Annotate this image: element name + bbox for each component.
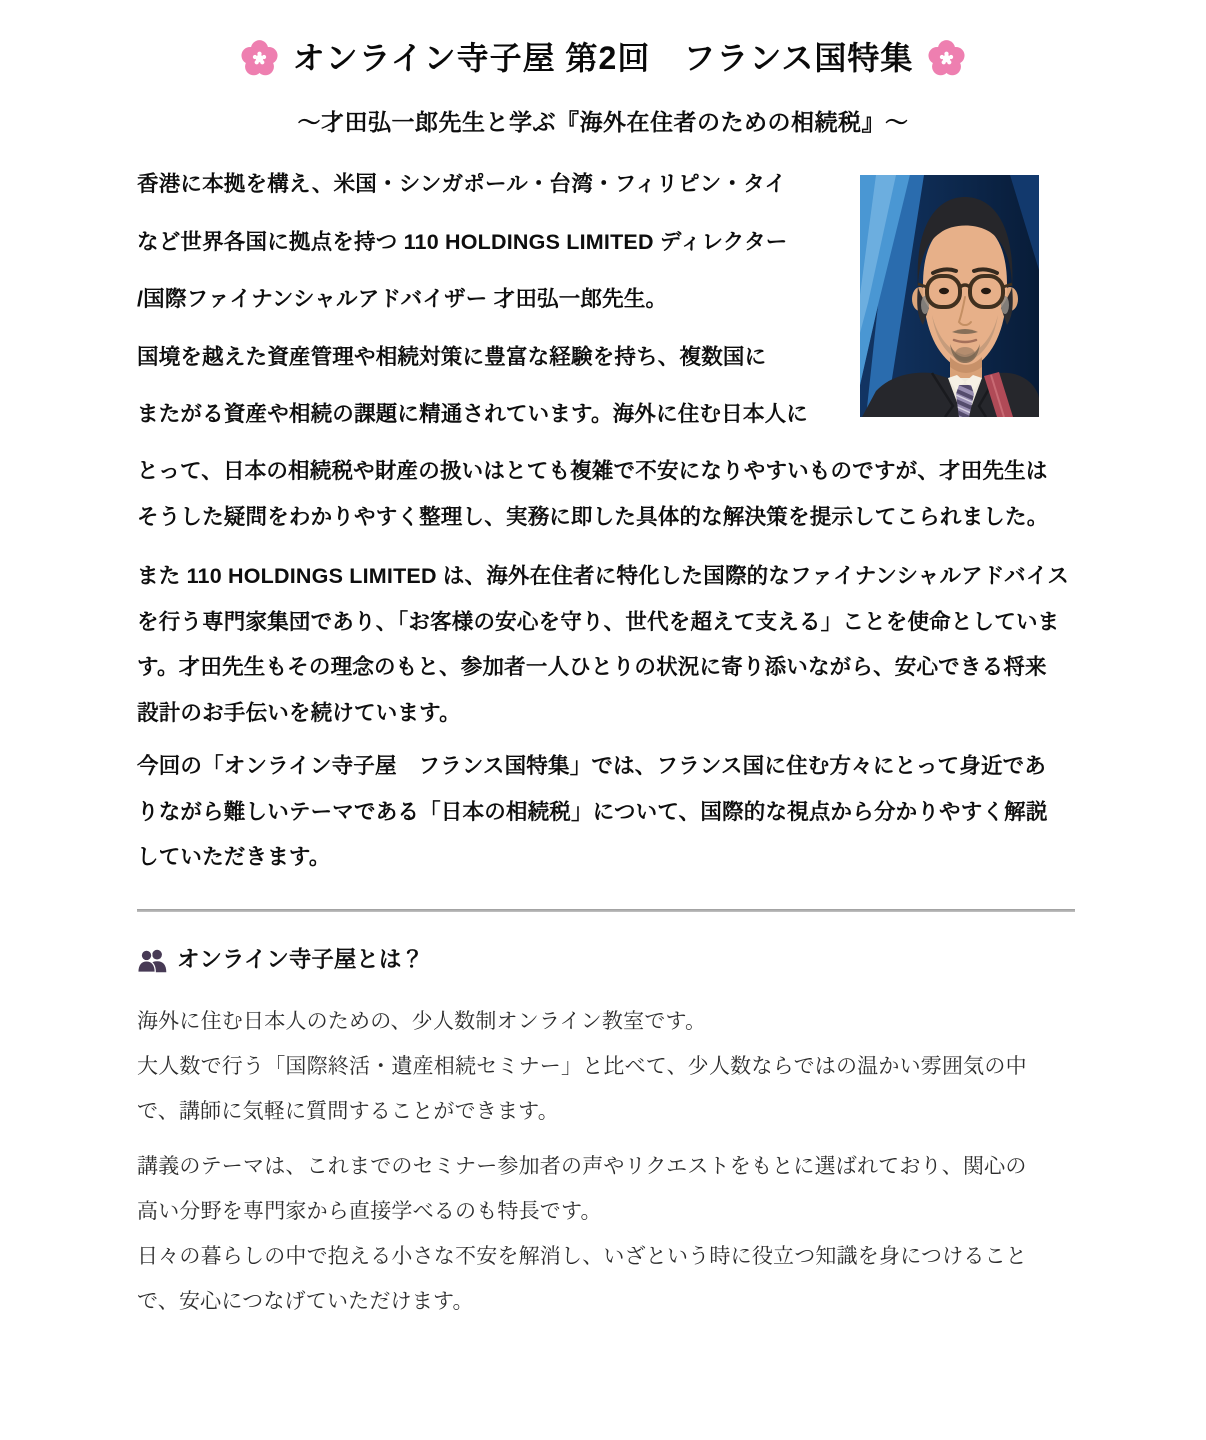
text-line: 今回の「オンライン寺子屋 フランス国特集」では、フランス国に住む方々にとって身近であ — [137, 754, 1047, 778]
text-line: 日々の暮らしの中で抱える小さな不安を解消し、いざという時に役立つ知識を身につけること — [137, 1245, 1027, 1268]
section-paragraph-1 — [137, 999, 1077, 1134]
text-line: 国境を越えた資産管理や相続対策に豊富な経験を持ち、複数国に — [137, 344, 767, 369]
intro-paragraph-wrap — [137, 156, 1077, 444]
section-heading-row — [137, 944, 424, 976]
text-line: していただきます。 — [137, 845, 331, 869]
text-line: す。才田先生もその理念のもと、参加者一人ひとりの状況に寄り添いながら、安心できる将来 — [137, 655, 1047, 679]
text-line: またがる資産や相続の課題に精通されています。海外に住む日本人に — [137, 402, 808, 426]
section-divider — [137, 909, 1075, 912]
page-title: オンライン寺子屋 第2回 フランス国特集 — [292, 40, 914, 76]
sakura-flower-icon — [241, 40, 278, 77]
page-title-row — [0, 32, 1206, 84]
text-line: とって、日本の相続税や財産の扱いはとても複雑で不安になりやすいものですが、才田先生は — [137, 459, 1048, 483]
text-line: で、安心につなげていただけます。 — [137, 1290, 474, 1313]
event-paragraph — [137, 744, 1077, 881]
text-line: など世界各国に拠点を持つ 110 HOLDINGS LIMITED ディレクター — [137, 229, 788, 254]
text-line: 香港に本拠を構え、米国・シンガポール・台湾・フィリピン・タイ — [137, 172, 787, 196]
text-line: りながら難しいテーマである「日本の相続税」について、国際的な視点から分かりやすく解説 — [137, 799, 1048, 824]
mission-paragraph — [137, 554, 1077, 736]
sakura-flower-icon — [928, 40, 965, 77]
text-line: 大人数で行う「国際終活・遺産相続セミナー」と比べて、少人数ならではの温かい雰囲気の中 — [137, 1055, 1027, 1078]
text-line: また 110 HOLDINGS LIMITED は、海外在住者に特化した国際的なファイナンシャルアドバイス — [137, 564, 1070, 588]
section-paragraph-2 — [137, 1144, 1077, 1324]
text-line: 海外に住む日本人のための、少人数制オンライン教室です。 — [137, 1010, 707, 1033]
text-line: で、講師に気軽に質問することができます。 — [137, 1100, 559, 1123]
text-line: を行う専門家集団であり、「お客様の安心を守り、世代を超えて支える」ことを使命としていま — [137, 609, 1060, 634]
text-line: 講義のテーマは、これまでのセミナー参加者の声やリクエストをもとに選ばれており、関心の — [137, 1155, 1027, 1178]
page-subtitle: ～才田弘一郎先生と学ぶ『海外在住者のための相続税』～ — [297, 109, 909, 135]
text-line: 設計のお手伝いを続けています。 — [137, 700, 461, 725]
section-heading: オンライン寺子屋とは？ — [177, 947, 424, 972]
text-line: /国際ファイナンシャルアドバイザー 才田弘一郎先生。 — [137, 287, 668, 311]
text-line: 高い分野を専門家から直接学べるのも特長です。 — [137, 1200, 602, 1223]
text-line: そうした疑問をわかりやすく整理し、実務に即した具体的な解決策を提示してこられました。 — [137, 504, 1049, 529]
people-icon — [137, 948, 167, 973]
intro-paragraph-continuation — [137, 449, 1077, 540]
